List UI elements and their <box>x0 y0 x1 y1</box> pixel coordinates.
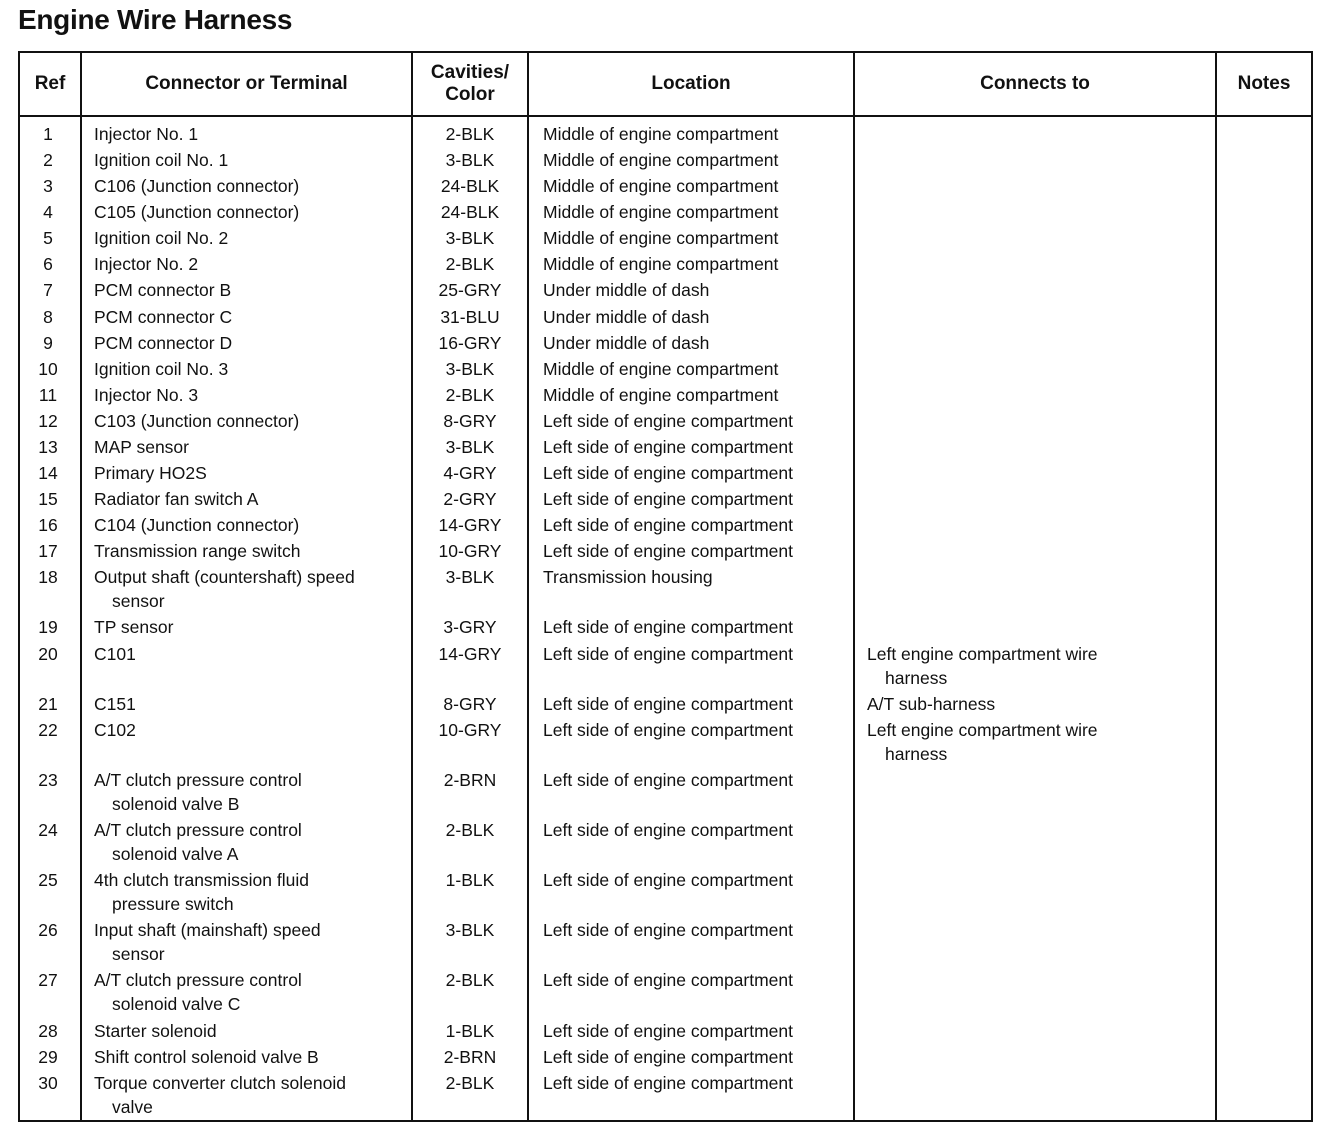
cell-connects-to <box>854 1070 1216 1120</box>
cell-location: Left side of engine compartment <box>528 1044 854 1070</box>
cell-ref: 29 <box>38 1046 58 1067</box>
header-cavities: Cavities/ Color <box>412 53 528 116</box>
cell-cavities: 2-BLK <box>412 1070 528 1120</box>
header-ref: Ref <box>20 53 81 116</box>
cell-connector <box>81 767 412 817</box>
connector-line: solenoid valve A <box>112 844 239 865</box>
cell-notes <box>1216 767 1311 817</box>
cell-ref: 2 <box>43 150 53 171</box>
cell-connects-to <box>854 304 1216 330</box>
connector-line: Output shaft (countershaft) speed <box>94 567 355 588</box>
cell-notes <box>1216 917 1311 967</box>
connector-line: Injector No. 3 <box>94 384 199 405</box>
cell-location: Left side of engine compartment <box>528 967 854 1017</box>
cell-ref: 3 <box>43 176 53 197</box>
cell-connector <box>81 121 412 147</box>
cell-location: Left side of engine compartment <box>528 614 854 640</box>
cell-connects-to <box>854 330 1216 356</box>
cell-cavities: 2-BLK <box>412 121 528 147</box>
cell-cavities: 3-BLK <box>412 147 528 173</box>
cell-location: Left side of engine compartment <box>528 1070 854 1120</box>
cell-connector <box>81 304 412 330</box>
cell-connects-to <box>854 434 1216 460</box>
cell-cavities: 8-GRY <box>412 408 528 434</box>
cell-location: Left side of engine compartment <box>528 917 854 967</box>
cell-connects-to <box>854 967 1216 1017</box>
cell-connects-to <box>854 564 1216 614</box>
cell-ref: 10 <box>38 358 58 379</box>
table-row <box>20 460 1311 486</box>
connector-line: Radiator fan switch A <box>94 489 259 510</box>
cell-ref: 14 <box>38 463 58 484</box>
cell-ref: 18 <box>38 567 58 588</box>
cell-notes <box>1216 147 1311 173</box>
connector-line: sensor <box>112 591 165 612</box>
cell-ref: 22 <box>38 719 58 740</box>
cell-notes <box>1216 867 1311 917</box>
harness-table <box>20 53 1311 1120</box>
cell-notes <box>1216 564 1311 614</box>
cell-connector <box>81 817 412 867</box>
cell-connector <box>81 199 412 225</box>
table-row <box>20 1044 1311 1070</box>
cell-notes <box>1216 641 1311 691</box>
cell-connects-to <box>854 1018 1216 1044</box>
cell-connector <box>81 408 412 434</box>
table-row <box>20 147 1311 173</box>
table-row <box>20 1018 1311 1044</box>
cell-location: Left side of engine compartment <box>528 641 854 691</box>
table-header-row <box>20 53 1311 116</box>
table-row <box>20 382 1311 408</box>
cell-location: Middle of engine compartment <box>528 225 854 251</box>
table-row <box>20 564 1311 614</box>
cell-location: Middle of engine compartment <box>528 199 854 225</box>
cell-connects-to <box>854 486 1216 512</box>
table-row <box>20 199 1311 225</box>
connector-line: TP sensor <box>94 617 174 638</box>
cell-notes <box>1216 1070 1311 1120</box>
connector-line: C103 (Junction connector) <box>94 410 300 431</box>
connector-line: A/T clutch pressure control <box>94 769 302 790</box>
connector-line: C101 <box>94 643 136 664</box>
cell-connector <box>81 330 412 356</box>
cell-ref: 6 <box>43 254 53 275</box>
connects-to-line: A/T sub-harness <box>867 693 996 714</box>
connector-line: PCM connector D <box>94 332 233 353</box>
cell-connects-to <box>854 199 1216 225</box>
cell-ref: 5 <box>43 228 53 249</box>
cell-ref: 20 <box>38 643 58 664</box>
connector-line: Injector No. 2 <box>94 254 199 275</box>
cell-ref: 7 <box>43 280 53 301</box>
cell-ref: 16 <box>38 515 58 536</box>
cell-notes <box>1216 199 1311 225</box>
cell-connector <box>81 1018 412 1044</box>
cell-connects-to <box>854 538 1216 564</box>
cell-connector <box>81 691 412 717</box>
cell-connects-to <box>854 382 1216 408</box>
cell-location: Left side of engine compartment <box>528 512 854 538</box>
table-row <box>20 641 1311 691</box>
cell-notes <box>1216 460 1311 486</box>
header-notes: Notes <box>1216 53 1311 116</box>
cell-connector <box>81 1044 412 1070</box>
cell-connector <box>81 460 412 486</box>
cell-connector <box>81 147 412 173</box>
table-row <box>20 251 1311 277</box>
cell-ref: 12 <box>38 410 58 431</box>
cell-notes <box>1216 538 1311 564</box>
connector-line: C106 (Junction connector) <box>94 176 300 197</box>
cell-cavities: 1-BLK <box>412 867 528 917</box>
cell-ref: 21 <box>38 693 58 714</box>
connector-line: C151 <box>94 693 136 714</box>
table-row <box>20 1070 1311 1120</box>
cell-cavities: 4-GRY <box>412 460 528 486</box>
cell-cavities: 3-BLK <box>412 434 528 460</box>
connector-line: Input shaft (mainshaft) speed <box>94 920 321 941</box>
connector-line: 4th clutch transmission fluid <box>94 870 309 891</box>
cell-connects-to <box>854 917 1216 967</box>
table-row <box>20 538 1311 564</box>
cell-connector <box>81 434 412 460</box>
cell-location: Left side of engine compartment <box>528 767 854 817</box>
cell-connects-to <box>854 614 1216 640</box>
header-connects-to: Connects to <box>854 53 1216 116</box>
table-row <box>20 867 1311 917</box>
cell-cavities: 10-GRY <box>412 538 528 564</box>
table-row <box>20 614 1311 640</box>
cell-cavities: 2-BLK <box>412 967 528 1017</box>
cell-location: Under middle of dash <box>528 277 854 303</box>
cell-location: Left side of engine compartment <box>528 486 854 512</box>
cell-cavities: 16-GRY <box>412 330 528 356</box>
cell-ref: 27 <box>38 970 58 991</box>
cell-notes <box>1216 614 1311 640</box>
connector-line: Ignition coil No. 3 <box>94 358 229 379</box>
cell-cavities: 31-BLU <box>412 304 528 330</box>
cell-cavities: 2-BRN <box>412 1044 528 1070</box>
cell-notes <box>1216 277 1311 303</box>
cell-location: Middle of engine compartment <box>528 356 854 382</box>
table-row <box>20 486 1311 512</box>
cell-connector <box>81 641 412 691</box>
connector-line: Injector No. 1 <box>94 124 199 144</box>
table-row <box>20 967 1311 1017</box>
cell-notes <box>1216 817 1311 867</box>
table-row <box>20 304 1311 330</box>
table-row <box>20 277 1311 303</box>
cell-notes <box>1216 304 1311 330</box>
cell-cavities: 2-BLK <box>412 817 528 867</box>
connector-line: Shift control solenoid valve B <box>94 1046 319 1067</box>
cell-location: Left side of engine compartment <box>528 691 854 717</box>
cell-connector <box>81 967 412 1017</box>
cell-connector <box>81 486 412 512</box>
cell-connector <box>81 277 412 303</box>
cell-cavities: 24-BLK <box>412 199 528 225</box>
cell-location: Middle of engine compartment <box>528 382 854 408</box>
table-row <box>20 691 1311 717</box>
cell-location: Left side of engine compartment <box>528 434 854 460</box>
connects-to-line: harness <box>885 667 948 688</box>
cell-connects-to <box>854 641 1216 691</box>
cell-cavities: 3-BLK <box>412 225 528 251</box>
table-row <box>20 225 1311 251</box>
cell-connects-to <box>854 173 1216 199</box>
cell-location: Left side of engine compartment <box>528 867 854 917</box>
cell-ref: 4 <box>43 202 53 223</box>
cell-notes <box>1216 486 1311 512</box>
cell-cavities: 8-GRY <box>412 691 528 717</box>
connector-line: Ignition coil No. 1 <box>94 150 229 171</box>
connects-to-line: harness <box>885 743 948 764</box>
cell-connector <box>81 382 412 408</box>
table-row <box>20 767 1311 817</box>
cell-location: Under middle of dash <box>528 330 854 356</box>
table-row <box>20 917 1311 967</box>
cell-connects-to <box>854 408 1216 434</box>
table-row <box>20 408 1311 434</box>
cell-ref: 8 <box>43 306 53 327</box>
cell-location: Left side of engine compartment <box>528 1018 854 1044</box>
cell-cavities: 25-GRY <box>412 277 528 303</box>
cell-connector <box>81 867 412 917</box>
connector-line: C105 (Junction connector) <box>94 202 300 223</box>
table-row <box>20 434 1311 460</box>
connector-line: A/T clutch pressure control <box>94 820 302 841</box>
table-row <box>20 717 1311 767</box>
connects-to-line: Left engine compartment wire <box>867 719 1098 740</box>
cell-connects-to <box>854 121 1216 147</box>
table-row <box>20 173 1311 199</box>
cell-connector <box>81 1070 412 1120</box>
cell-notes <box>1216 173 1311 199</box>
cell-connects-to <box>854 691 1216 717</box>
cell-connects-to <box>854 460 1216 486</box>
connector-line: PCM connector B <box>94 280 232 301</box>
table-row <box>20 512 1311 538</box>
cell-connects-to <box>854 717 1216 767</box>
cell-notes <box>1216 1044 1311 1070</box>
cell-cavities: 2-BRN <box>412 767 528 817</box>
cell-connector <box>81 512 412 538</box>
cell-ref: 28 <box>38 1020 58 1041</box>
cell-location: Middle of engine compartment <box>528 147 854 173</box>
cell-notes <box>1216 251 1311 277</box>
cell-notes <box>1216 967 1311 1017</box>
cell-notes <box>1216 121 1311 147</box>
cell-location: Left side of engine compartment <box>528 717 854 767</box>
cell-cavities: 10-GRY <box>412 717 528 767</box>
connector-line: C102 <box>94 719 136 740</box>
cell-cavities: 3-BLK <box>412 564 528 614</box>
cell-location: Middle of engine compartment <box>528 121 854 147</box>
cell-cavities: 14-GRY <box>412 512 528 538</box>
header-connector: Connector or Terminal <box>81 53 412 116</box>
cell-cavities: 3-BLK <box>412 356 528 382</box>
cell-ref: 30 <box>38 1072 58 1093</box>
cell-ref: 24 <box>38 820 58 841</box>
cell-notes <box>1216 717 1311 767</box>
cell-connector <box>81 251 412 277</box>
cell-location: Middle of engine compartment <box>528 173 854 199</box>
cell-ref: 11 <box>38 384 58 405</box>
cell-location: Left side of engine compartment <box>528 408 854 434</box>
cell-cavities: 1-BLK <box>412 1018 528 1044</box>
connector-line: Primary HO2S <box>94 463 207 484</box>
cell-connects-to <box>854 767 1216 817</box>
cell-cavities: 14-GRY <box>412 641 528 691</box>
cell-connector <box>81 717 412 767</box>
cell-ref: 13 <box>38 436 58 457</box>
cell-connects-to <box>854 225 1216 251</box>
cell-location: Transmission housing <box>528 564 854 614</box>
connector-line: pressure switch <box>112 894 234 915</box>
cell-location: Left side of engine compartment <box>528 538 854 564</box>
connector-line: Transmission range switch <box>94 541 301 562</box>
cell-connects-to <box>854 867 1216 917</box>
cell-notes <box>1216 434 1311 460</box>
cell-notes <box>1216 356 1311 382</box>
connector-line: Ignition coil No. 2 <box>94 228 229 249</box>
cell-connects-to <box>854 1044 1216 1070</box>
cell-connector <box>81 917 412 967</box>
cell-notes <box>1216 1018 1311 1044</box>
cell-connector <box>81 614 412 640</box>
cell-cavities: 24-BLK <box>412 173 528 199</box>
cell-connector <box>81 564 412 614</box>
table-row <box>20 330 1311 356</box>
cell-connects-to <box>854 512 1216 538</box>
cell-location: Under middle of dash <box>528 304 854 330</box>
cell-location: Left side of engine compartment <box>528 460 854 486</box>
table-body <box>20 116 1311 1120</box>
cell-notes <box>1216 691 1311 717</box>
cell-connects-to <box>854 356 1216 382</box>
cell-cavities: 2-BLK <box>412 251 528 277</box>
table-row <box>20 121 1311 147</box>
header-location: Location <box>528 53 854 116</box>
connector-line: solenoid valve B <box>112 793 240 814</box>
cell-connector <box>81 538 412 564</box>
cell-notes <box>1216 408 1311 434</box>
connects-to-line: Left engine compartment wire <box>867 643 1098 664</box>
cell-ref: 26 <box>38 920 58 941</box>
connector-line: Starter solenoid <box>94 1020 217 1041</box>
connector-line: Torque converter clutch solenoid <box>94 1072 346 1093</box>
cell-connects-to <box>854 147 1216 173</box>
cell-connector <box>81 225 412 251</box>
cell-ref: 1 <box>43 124 53 144</box>
cell-connects-to <box>854 251 1216 277</box>
table-row <box>20 356 1311 382</box>
cell-ref: 19 <box>38 617 58 638</box>
cell-notes <box>1216 225 1311 251</box>
cell-ref: 9 <box>43 332 53 353</box>
connector-line: MAP sensor <box>94 436 189 457</box>
connector-line: C104 (Junction connector) <box>94 515 300 536</box>
connector-line: sensor <box>112 944 165 965</box>
table-row <box>20 817 1311 867</box>
cell-connects-to <box>854 277 1216 303</box>
harness-table-frame <box>18 51 1313 1122</box>
cell-location: Left side of engine compartment <box>528 817 854 867</box>
cell-cavities: 3-GRY <box>412 614 528 640</box>
cell-connector <box>81 356 412 382</box>
connector-line: A/T clutch pressure control <box>94 970 302 991</box>
cell-cavities: 3-BLK <box>412 917 528 967</box>
connector-line: valve <box>112 1096 153 1117</box>
cell-ref: 17 <box>38 541 58 562</box>
cell-notes <box>1216 330 1311 356</box>
cell-connector <box>81 173 412 199</box>
connector-line: PCM connector C <box>94 306 233 327</box>
cell-location: Middle of engine compartment <box>528 251 854 277</box>
cell-cavities: 2-BLK <box>412 382 528 408</box>
cell-ref: 25 <box>38 870 58 891</box>
cell-ref: 23 <box>38 769 58 790</box>
cell-ref: 15 <box>38 489 58 510</box>
cell-notes <box>1216 512 1311 538</box>
cell-connects-to <box>854 817 1216 867</box>
page-title: Engine Wire Harness <box>18 4 293 35</box>
cell-cavities: 2-GRY <box>412 486 528 512</box>
cell-notes <box>1216 382 1311 408</box>
connector-line: solenoid valve C <box>112 994 241 1015</box>
